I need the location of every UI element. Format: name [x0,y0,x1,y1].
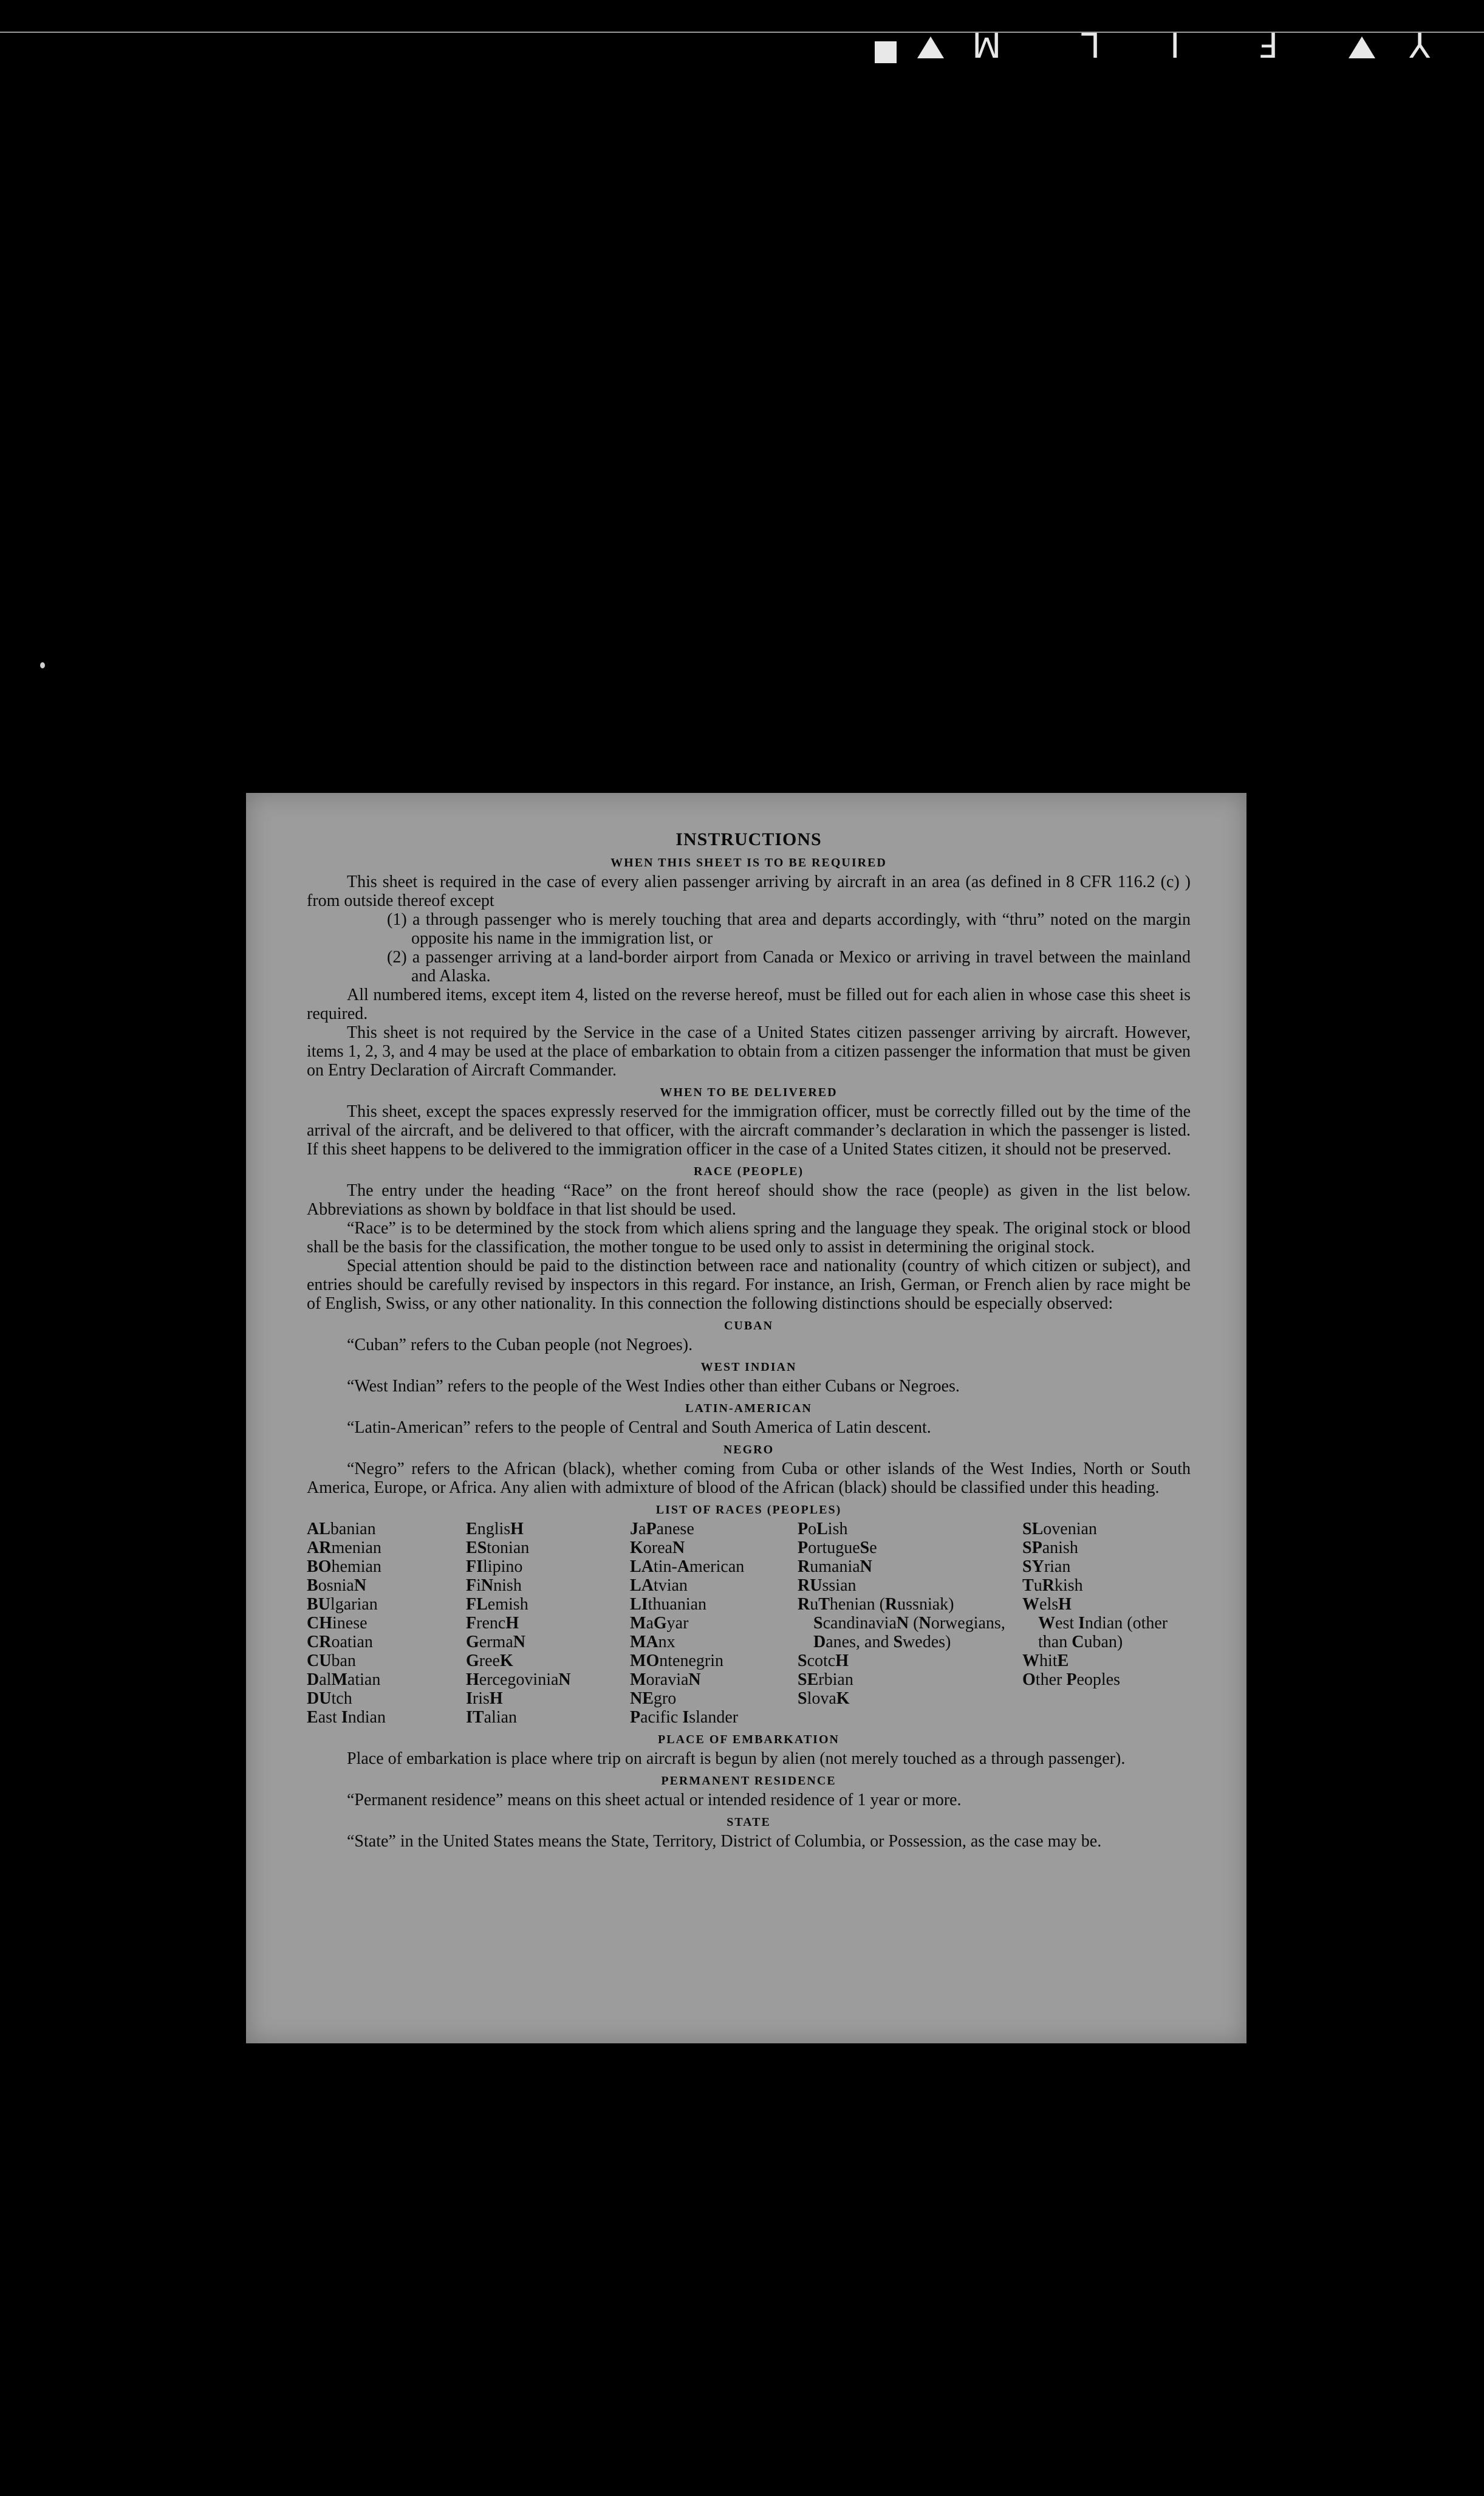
race-entry: PoLish [798,1520,848,1538]
race-entry: MaGyar [630,1614,689,1633]
race-entry: Pacific Islander [630,1708,739,1727]
race-entry: JaPanese [630,1520,694,1538]
paragraph: “Cuban” refers to the Cuban people (not Negroes). [347,1335,693,1354]
race-entry: MOntenegrin [630,1651,723,1670]
race-entry: RumaniaN [798,1557,872,1576]
race-entry: SErbian [798,1670,853,1689]
subsection-heading: CUBAN [723,1319,774,1332]
paragraph: This sheet, except the spaces expressly reserved for the immigration officer, must be correctly filled out by the time of the arrival of the aircraft, and be delivered to that officer, with the aircraft commander’s declaration in which the passenger is listed. If this sheet happens to be delivered to the immigration officer in the case of a United States citizen, it should not be preserved. [307,1102,1191,1159]
section-heading: PERMANENT RESIDENCE [661,1774,836,1788]
film-mark-letter: L [1081,24,1101,64]
film-mark-letter: F [1259,24,1279,64]
race-entry: PortugueSe [798,1538,877,1557]
subsection-heading: LATIN-AMERICAN [685,1402,812,1415]
race-entry: RuThenian (Russniak) [798,1595,954,1614]
section-heading: PLACE OF EMBARKATION [658,1733,839,1746]
list-item: (2) a passenger arriving at a land-border airport from Canada or Mexico or arriving in travel between the mainland and Alaska. [387,948,1191,986]
section-heading: WHEN TO BE DELIVERED [660,1086,838,1099]
race-entry: Other Peoples [1022,1670,1120,1689]
race-entry: LIthuanian [630,1595,707,1614]
race-entry: DalMatian [307,1670,381,1689]
race-entry: LAtvian [630,1576,688,1595]
race-entry: EnglisH [466,1520,524,1538]
section-heading: STATE [727,1815,771,1829]
paragraph: The entry under the heading “Race” on the front hereof should show the race (people) as given in the list below. Abbreviations as shown by boldface in that list should be used. [307,1181,1191,1219]
section-heading: RACE (PEOPLE) [694,1165,804,1178]
race-entry: ITalian [466,1708,518,1727]
paragraph: “Permanent residence” means on this sheet actual or intended residence of 1 year or more. [347,1791,962,1809]
race-entry: FLemish [466,1595,528,1614]
race-entry: BUlgarian [307,1595,378,1614]
film-marks [875,24,1458,67]
race-entry: FrencH [466,1614,519,1633]
race-column [798,1520,1022,1727]
race-entry: HercegoviniaN [466,1670,571,1689]
paragraph: “Race” is to be determined by the stock from which aliens spring and the language they speak. The original stock or blood shall be the basis for the classification, the mother tongue to be used only to assist in determining the original stock. [307,1219,1191,1257]
race-entry: TuRkish [1022,1576,1083,1595]
square-icon [875,33,897,72]
race-column [307,1520,466,1727]
race-entry: ALbanian [307,1520,376,1538]
race-entry: BosniaN [307,1576,367,1595]
paragraph: “West Indian” refers to the people of the West Indies other than either Cubans or Negroes. [347,1377,960,1396]
section-heading: LIST OF RACES (PEOPLES) [655,1503,842,1517]
race-entry: ScandinaviaN (Norwegians, Danes, and Swedes) [813,1614,1005,1651]
list-item: (1) a through passenger who is merely touching that area and departs accordingly, with “thru” noted on the margin opposite his name in the immigration list, or [387,910,1191,948]
race-entry: WelsH [1022,1595,1072,1614]
race-entry: FIlipino [466,1557,523,1576]
film-mark-letter: M [972,24,1002,64]
race-column [466,1520,630,1727]
section-heading: WHEN THIS SHEET IS TO BE REQUIRED [610,856,887,869]
race-entry: MoraviaN [630,1670,701,1689]
race-entry: MAnx [630,1633,675,1651]
race-entry: BOhemian [307,1557,381,1576]
race-column [1022,1520,1180,1727]
paragraph: Place of embarkation is place where trip on aircraft is begun by alien (not merely touched as a through passenger). [347,1749,1126,1768]
race-entry: FiNnish [466,1576,522,1595]
race-entry: WhitE [1022,1651,1069,1670]
race-entry: NEgro [630,1689,677,1708]
paragraph: “Latin-American” refers to the people of Central and South America of Latin descent. [347,1418,931,1437]
race-entry: GermaN [466,1633,525,1651]
race-entry: ScotcH [798,1651,849,1670]
film-mark-letter: I [1170,24,1180,64]
subsection-heading: NEGRO [723,1443,774,1456]
race-entry: SYrian [1022,1557,1071,1576]
race-entry: CUban [307,1651,356,1670]
race-column [630,1520,798,1727]
race-entry: IrisH [466,1689,503,1708]
race-list [307,1520,1191,1727]
race-entry: West Indian (other than Cuban) [1038,1614,1168,1651]
race-entry: East Indian [307,1708,386,1727]
race-entry: KoreaN [630,1538,685,1557]
film-speck [40,662,45,668]
triangle-icon [917,28,944,67]
race-entry: ARmenian [307,1538,381,1557]
race-entry: DUtch [307,1689,352,1708]
race-entry: CHinese [307,1614,368,1633]
race-entry: RUssian [798,1576,857,1595]
race-entry: CRoatian [307,1633,373,1651]
paragraph: This sheet is not required by the Service in the case of a United States citizen passenger arriving by aircraft. However, items 1, 2, 3, and 4 may be used at the place of embarkation to obtain from a citizen passenger the information that must be given on Entry Declaration of Aircraft Commander. [307,1023,1191,1080]
race-entry: SPanish [1022,1538,1078,1557]
race-entry: LAtin-American [630,1557,745,1576]
document-body [307,829,1191,1851]
paragraph: This sheet is required in the case of every alien passenger arriving by aircraft in an area (as defined in 8 CFR 116.2 (c) ) from outside thereof except [307,873,1191,910]
race-entry: GreeK [466,1651,513,1670]
document-sheet [246,793,1246,2043]
film-mark-letter: Y [1409,24,1431,64]
paragraph: “State” in the United States means the State, Territory, District of Columbia, or Possession, as the case may be. [347,1832,1102,1851]
race-entry: SLovenian [1022,1520,1097,1538]
paragraph: “Negro” refers to the African (black), whether coming from Cuba or other islands of the West Indies, North or South America, Europe, or Africa. Any alien with admixture of blood of the African (black) should be classified under this heading. [307,1459,1191,1497]
triangle-icon [1349,28,1375,67]
subsection-heading: WEST INDIAN [700,1360,797,1374]
race-entry: SlovaK [798,1689,850,1708]
paragraph: Special attention should be paid to the distinction between race and nationality (country of which citizen or subject), and entries should be carefully revised by inspectors in this regard. For instance, an Irish, German, or French alien by race might be of English, Swiss, or any other nationality. In this connection the following distinctions should be especially observed: [307,1257,1191,1313]
race-entry: EStonian [466,1538,530,1557]
doc-title: INSTRUCTIONS [675,829,822,849]
paragraph: All numbered items, except item 4, listed on the reverse hereof, must be filled out for each alien in whose case this sheet is required. [307,986,1191,1023]
